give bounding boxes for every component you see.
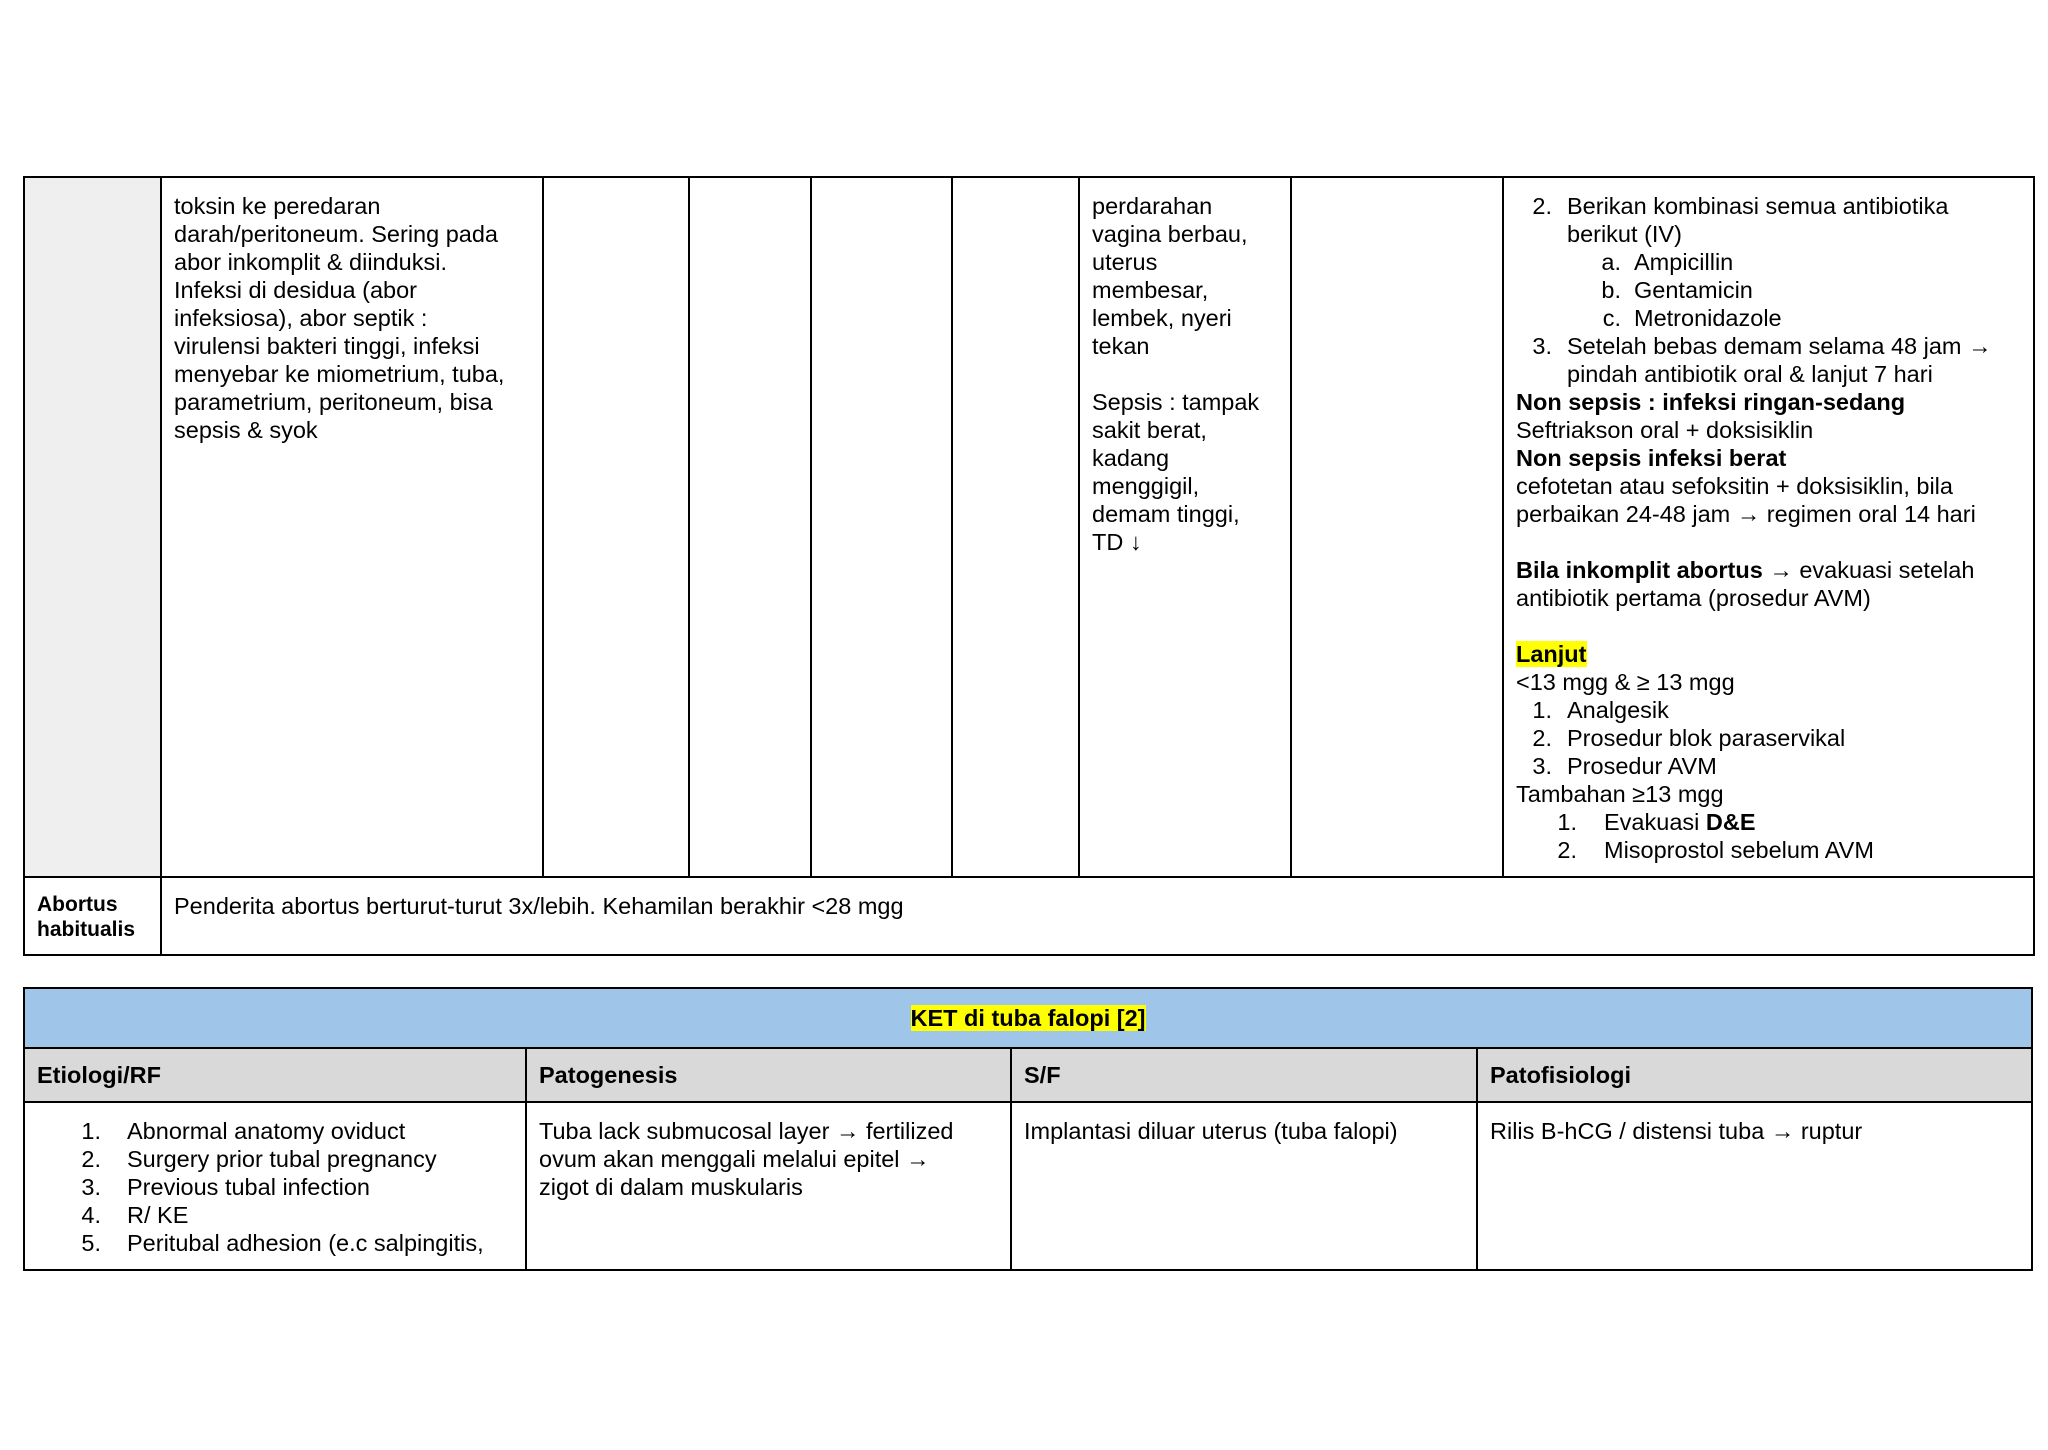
text-line: infeksiosa), abor septik : [174,305,428,331]
text-line: Sepsis : tampak [1092,389,1260,415]
signs-cell [1079,177,1291,877]
table-title: KET di tuba falopi [2] [24,988,2032,1048]
empty-cell [1291,177,1503,877]
text-line: zigot di dalam muskularis [539,1174,803,1200]
text-line: berikut (IV) [1567,221,1682,247]
list-item: 1. Evakuasi D&E [1557,809,1756,835]
list-item: 3. Previous tubal infection [81,1174,370,1200]
heading: Lanjut [1516,641,1587,667]
empty-cell [543,177,689,877]
ket-table [23,987,2033,1271]
heading: Non sepsis : infeksi ringan-sedang [1516,389,1906,415]
text-line: ovum akan menggali melalui epitel → [539,1146,930,1172]
text-line: membesar, [1092,277,1209,303]
text-line: tekan [1092,333,1150,359]
list-item: a. Ampicillin [1601,249,1734,275]
abortus-table [23,176,2035,956]
column-header: Etiologi/RF [24,1048,526,1102]
patogenesis-cell [526,1102,1011,1270]
text-line: parametrium, peritoneum, bisa [174,389,493,415]
text-line: menyebar ke miometrium, tuba, [174,361,505,387]
list-item: 1. Analgesik [1532,697,1669,723]
text-line: toksin ke peredaran [174,193,381,219]
table-row-septik [24,177,2034,877]
list-item: 2. Surgery prior tubal pregnancy [81,1146,437,1172]
list-item: 2. Misoprostol sebelum AVM [1557,837,1874,863]
text-line: Seftriakson oral + doksisiklin [1516,417,1814,443]
text-line: TD ↓ [1092,529,1142,555]
column-header: S/F [1011,1048,1477,1102]
list-item: b. Gentamicin [1601,277,1753,303]
sf-cell: Implantasi diluar uterus (tuba falopi) [1011,1102,1477,1270]
definition-cell [161,177,543,877]
text-line: sakit berat, [1092,417,1207,443]
table-header-row [24,1048,2032,1102]
list-item: 2. Berikan kombinasi semua antibiotika [1532,193,1949,219]
text-line: darah/peritoneum. Sering pada [174,221,498,247]
list-item: 1. Abnormal anatomy oviduct [81,1118,406,1144]
table-row-habitualis [24,877,2034,955]
table-title-row [24,988,2032,1048]
etiologi-cell [24,1102,526,1270]
text-line: demam tinggi, [1092,501,1240,527]
text-line: Bila inkomplit abortus → evakuasi setelah [1516,557,1975,583]
text-line: Tuba lack submucosal layer → fertilized [539,1118,954,1144]
list-item: c. Metronidazole [1602,305,1782,331]
column-header: Patofisiologi [1477,1048,2032,1102]
text-line: uterus [1092,249,1158,275]
empty-cell [952,177,1079,877]
list-item: 2. Prosedur blok paraservikal [1532,725,1846,751]
heading: Non sepsis infeksi berat [1516,445,1787,471]
text-line: antibiotik pertama (prosedur AVM) [1516,585,1871,611]
empty-cell [811,177,952,877]
text-line: sepsis & syok [174,417,318,443]
text-line: vagina berbau, [1092,221,1248,247]
table-row [24,1102,2032,1270]
list-item: 3. Prosedur AVM [1532,753,1717,779]
list-item: 3. Setelah bebas demam selama 48 jam → [1532,333,1992,359]
text-line: <13 mgg & ≥ 13 mgg [1516,669,1735,695]
column-header: Patogenesis [526,1048,1011,1102]
text-line: perdarahan [1092,193,1213,219]
text-line: Infeksi di desidua (abor [174,277,417,303]
patofisiologi-cell: Rilis B-hCG / distensi tuba → ruptur [1477,1102,2032,1270]
text-line: perbaikan 24-48 jam → regimen oral 14 hari [1516,501,1976,527]
text-line: abor inkomplit & diinduksi. [174,249,447,275]
list-item: 4. R/ KE [81,1202,189,1228]
row-label-cell: Abortus habitualis [24,877,161,955]
definition-cell: Penderita abortus berturut-turut 3x/lebih. Kehamilan berakhir <28 mgg [161,877,2034,955]
text-line: Tambahan ≥13 mgg [1516,781,1724,807]
list-item: 5. Peritubal adhesion (e.c salpingitis, [81,1230,484,1256]
empty-cell [689,177,811,877]
text-line: kadang [1092,445,1170,471]
text-line: lembek, nyeri [1092,305,1232,331]
text-line: menggigil, [1092,473,1200,499]
text-line: virulensi bakteri tinggi, infeksi [174,333,480,359]
text-line: cefotetan atau sefoksitin + doksisiklin, bila [1516,473,1953,499]
row-label-cell [24,177,161,877]
treatment-cell [1503,177,2034,877]
text-line: pindah antibiotik oral & lanjut 7 hari [1567,361,1933,387]
